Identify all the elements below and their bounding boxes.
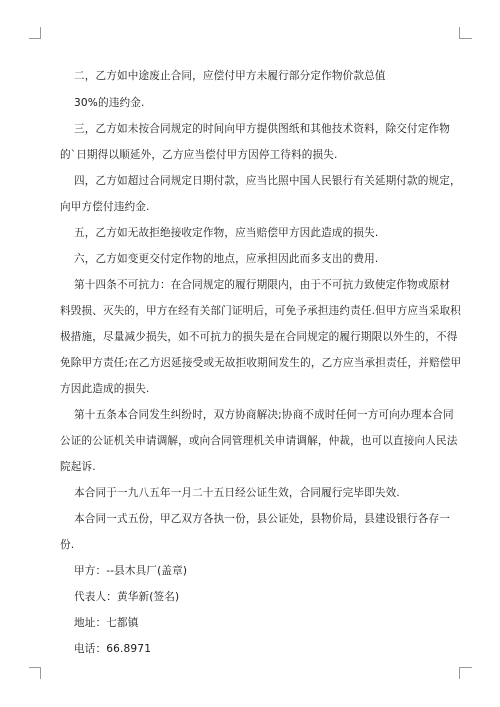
address-line: 地址：七都镇 [74, 617, 139, 629]
text-line: 三，乙方如未按合同规定的时间向甲方提供图纸和其他技术资料，除交付定作物 [74, 123, 451, 135]
crop-mark-bottom-left-horizontal [29, 667, 41, 668]
text-line: 二，乙方如中途废止合同，应偿付甲方未履行部分定作物价款总值 [74, 70, 386, 82]
text-line: 四，乙方如超过合同规定日期付款，应当比照中国人民银行有关延期付款的规定， [74, 175, 461, 187]
text-line: 本合同于一九八五年一月二十五日经公证生效，合同履行完毕即失效. [74, 487, 400, 499]
text-line: 院起诉. [60, 461, 96, 473]
phone-line: 电话：66.8971 [74, 643, 152, 655]
text-line: 份. [60, 539, 75, 551]
crop-mark-top-right-horizontal [460, 38, 472, 39]
crop-mark-top-left-horizontal [29, 38, 41, 39]
text-line: 极措施，尽量减少损失，如不可抗力的损失是在合同规定的履行期限以外生的，不得 [60, 331, 458, 343]
text-line: 向甲方偿付违约金. [60, 201, 150, 213]
crop-mark-bottom-right-horizontal [460, 667, 472, 668]
text-line: 的`日期得以顺延外，乙方应当偿付甲方因停工待料的损失. [60, 149, 338, 161]
text-line: 本合同一式五份，甲乙双方各执一份，县公证处，县物价局，县建设银行各存一 [74, 513, 451, 525]
text-line: 第十五条本合同发生纠纷时，双方协商解决;协商不成时任何一方可向办理本合同 [74, 409, 454, 421]
crop-mark-bottom-left-vertical [40, 667, 41, 679]
text-line: 公证的公证机关申请调解，或向合同管理机关申请调解，仲裁，也可以直接向人民法 [60, 435, 458, 447]
party-a-line: 甲方：--县木具厂(盖章) [74, 565, 188, 577]
text-line: 六，乙方如变更交付定作物的地点，应承担因此而多支出的费用. [74, 253, 379, 265]
representative-line: 代表人：黄华新(签名) [74, 591, 180, 603]
text-line: 方因此造成的损失. [60, 383, 150, 395]
text-line: 第十四条不可抗力：在合同规定的履行期限内，由于不可抗力致使定作物或原材 [74, 279, 451, 291]
crop-mark-bottom-right-vertical [459, 667, 460, 679]
text-line: 免除甲方责任;在乙方迟延接受或无故拒收期间发生的，乙方应当承担责任，并赔偿甲 [60, 357, 462, 369]
text-line: 料毁损、灭失的，甲方在经有关部门证明后，可免予承担违约责任.但甲方应当采取积 [60, 305, 462, 317]
text-line: 30%的违约金. [74, 97, 145, 109]
text-line: 五，乙方如无故拒绝接收定作物，应当赔偿甲方因此造成的损失. [74, 227, 379, 239]
